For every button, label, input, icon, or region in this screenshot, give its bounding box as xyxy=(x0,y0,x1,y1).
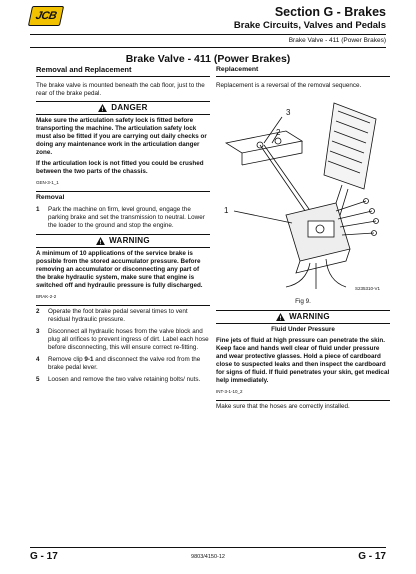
replacement-heading: Replacement xyxy=(216,66,390,77)
step-text: Operate the foot brake pedal several times to vent residual hydraulic pressure. xyxy=(48,308,188,323)
removal-replacement-heading: Removal and Replacement xyxy=(36,66,210,77)
figure-caption: Fig 9. xyxy=(295,298,311,305)
warning-box xyxy=(36,234,210,306)
fluid-warning-text: Fine jets of fluid at high pressure can penetrate the skin. Keep face and hands well clear of fluid under pressure and wear protective glasses. Hold a piece of cardboard close to suspected leaks and then inspect the cardboard for signs of fluid. If fluid penetrates your skin, get medical help immediately. xyxy=(216,337,390,384)
step-text: Loosen and remove the two valve retaining bolts/ nuts. xyxy=(48,376,201,383)
step-text: Park the machine on firm, level ground, engage the parking brake and set the transmission to neutral. Lower the loader to the ground and stop the engine. xyxy=(48,206,205,229)
step-4 xyxy=(36,356,210,372)
callout-2: 2 xyxy=(276,128,281,137)
danger-header xyxy=(36,101,210,115)
header-rule-lower xyxy=(30,47,386,48)
header-rule xyxy=(30,34,386,35)
page-title: Brake Valve - 411 (Power Brakes) xyxy=(125,53,291,65)
step-2 xyxy=(36,308,210,324)
footer-page-left: G - 17 xyxy=(30,551,58,562)
step-number: 5 xyxy=(36,376,40,383)
replacement-text: Replacement is a reversal of the removal sequence. xyxy=(216,82,362,89)
header-reference: Brake Valve - 411 (Power Brakes) xyxy=(288,37,386,44)
warning-label: WARNING xyxy=(109,236,150,245)
sub-title: Brake Circuits, Valves and Pedals xyxy=(233,20,386,31)
brake-valve-illustration xyxy=(216,93,390,289)
step-3 xyxy=(36,328,210,352)
danger-text-2: If the articulation lock is not fitted you could be crushed between the two parts of the chassis. xyxy=(36,160,204,175)
warning-triangle-icon xyxy=(276,313,285,321)
fluid-warning-box xyxy=(216,310,390,401)
footer-page-right: G - 17 xyxy=(358,551,386,562)
step-1 xyxy=(36,206,210,230)
danger-label: DANGER xyxy=(111,103,148,112)
fluid-warning-code: INT-3-1-10_2 xyxy=(216,389,243,394)
danger-text: Make sure the articulation safety lock is fitted before transporting the machine. The articulation safety lock must also be fitted if you are carrying out daily checks or doing any maintenance work in the articulation danger zone. xyxy=(36,117,207,156)
section-title: Section G - Brakes xyxy=(274,5,386,19)
warning-header xyxy=(36,234,210,248)
callout-3: 3 xyxy=(286,108,291,117)
step-text: Remove clip 9-1 and disconnect the valve rod from the brake pedal lever. xyxy=(48,356,201,371)
figure-reference: 9-1 xyxy=(84,356,94,363)
left-column xyxy=(36,66,210,388)
warning-triangle-icon xyxy=(96,237,105,245)
step-number: 3 xyxy=(36,328,40,335)
intro-text: The brake valve is mounted beneath the cab floor, just to the rear of the brake pedal. xyxy=(36,82,205,97)
right-column xyxy=(216,66,390,414)
closing-text: Make sure that the hoses are correctly installed. xyxy=(216,403,350,410)
fluid-warning-label: WARNING xyxy=(289,312,330,321)
step-5 xyxy=(36,376,210,384)
step-number: 4 xyxy=(36,356,40,363)
footer-doc-number: 9803/4150-12 xyxy=(191,554,225,560)
step-number: 2 xyxy=(36,308,40,315)
danger-box xyxy=(36,101,210,192)
danger-code: GEN-3-1_1 xyxy=(36,180,59,185)
figure-ref: S235310-V1 xyxy=(354,286,380,291)
fluid-warning-header xyxy=(216,310,390,324)
step-number: 1 xyxy=(36,206,40,213)
callout-1: 1 xyxy=(224,206,229,215)
jcb-logo: JCB xyxy=(28,6,64,26)
step-text: Disconnect all hydraulic hoses from the valve block and plug all orifices to prevent ingress of dirt. Label each hose before disconnecting, this will ensure correct re-fitting. xyxy=(48,328,209,351)
warning-text: A minimum of 10 applications of the service brake is possible from the stored accumulator pressure. Before removing an accumulator or disconnecting any part of the brake hydraulic system, make sure that engine is switched off and hydraulic pressure is fully discharged. xyxy=(36,250,203,289)
removal-heading: Removal xyxy=(36,194,65,201)
brake-valve-figure xyxy=(216,93,390,293)
warning-triangle-icon xyxy=(98,104,107,112)
fluid-warning-subtitle: Fluid Under Pressure xyxy=(271,326,335,333)
footer-rule xyxy=(30,547,386,548)
warning-code: BRAK-2-2 xyxy=(36,294,57,299)
